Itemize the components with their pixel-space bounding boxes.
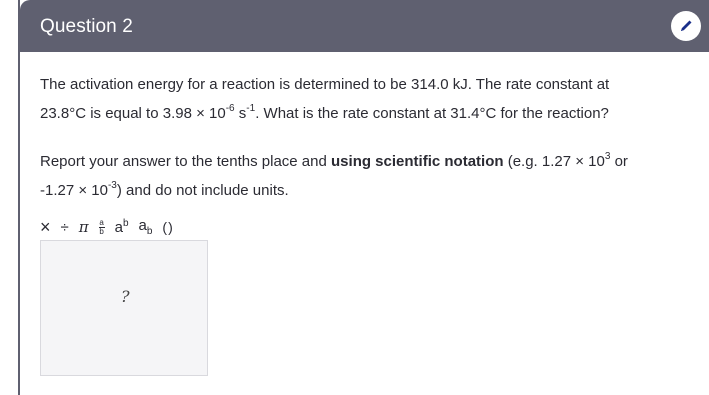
exponent-button[interactable]: $a^b$	[114, 218, 129, 236]
times-button[interactable]: ×	[40, 217, 51, 237]
question-line-2: 23.8°C is equal to $3.98 \times 10^{-6}$ $s^{-1}$. What is the rate constant at 31.4°C for the reaction?	[40, 103, 609, 122]
question-header	[20, 0, 709, 52]
parentheses-button[interactable]: ()	[162, 219, 174, 235]
question-title: Question 2	[40, 16, 133, 37]
fraction-button[interactable]: $\frac{a}{b}$	[99, 217, 104, 236]
pi-button[interactable]: π	[78, 217, 89, 236]
instructions-line-1: Report your answer to the tenths place and using scientific notation (e.g. $1.27 \times 10^3$ or	[40, 151, 628, 170]
question-card	[18, 0, 709, 395]
subscript-button[interactable]: $a_b$	[138, 216, 153, 237]
instructions-line-2: $-1.27 \times 10^{-3}$) and do not include units.	[40, 180, 289, 199]
pencil-icon	[678, 18, 694, 34]
question-text	[40, 70, 700, 128]
math-toolbar	[40, 215, 174, 239]
instructions-text	[40, 147, 700, 205]
answer-placeholder: ?	[121, 287, 130, 306]
divide-button[interactable]: ÷	[60, 218, 69, 236]
edit-button[interactable]	[671, 11, 701, 41]
question-line-1: The activation energy for a reaction is determined to be 314.0 kJ. The rate constant at	[40, 76, 610, 93]
answer-input[interactable]	[40, 240, 208, 376]
